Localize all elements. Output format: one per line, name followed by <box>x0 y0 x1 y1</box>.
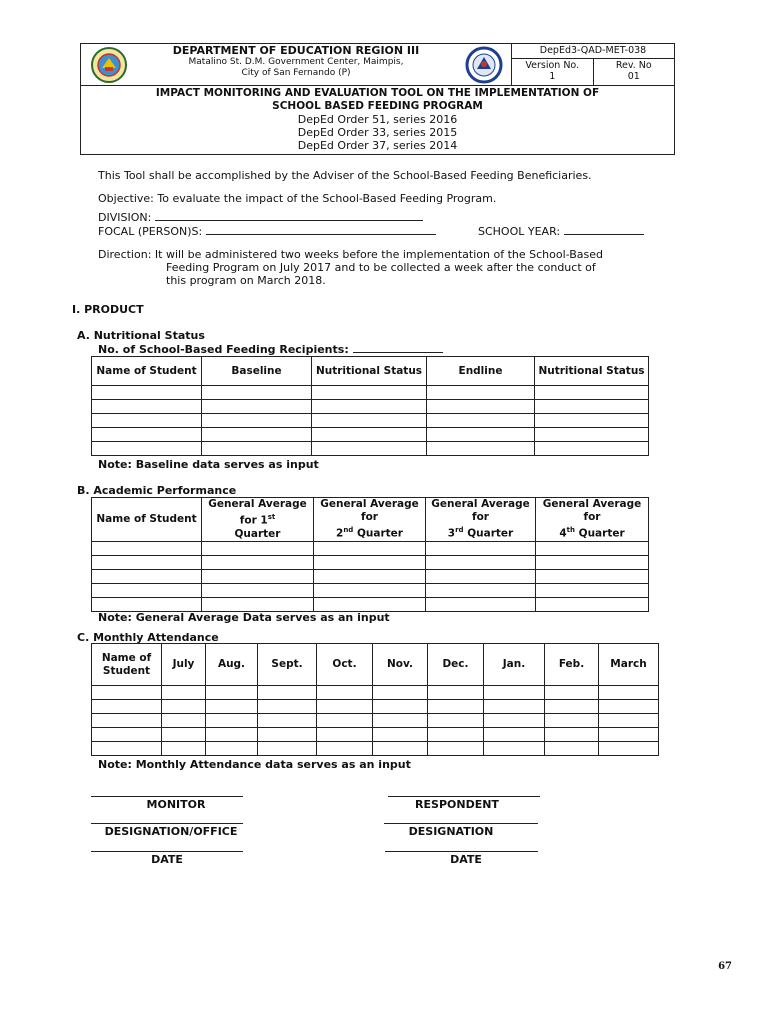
col-header-nutritional-status: Nutritional Status <box>535 357 649 386</box>
col-header-q4: General Average for 4th Quarter <box>536 498 649 542</box>
col-header-nutritional-status: Nutritional Status <box>312 357 427 386</box>
table-row <box>92 700 659 714</box>
version-value: 1 <box>549 71 556 82</box>
designation-office-label: DESIGNATION/OFFICE <box>104 825 238 838</box>
table-row <box>92 714 659 728</box>
intro-text: This Tool shall be accomplished by the Adviser of the School-Based Feeding Beneficiaries. <box>98 169 592 182</box>
region-seal-logo <box>81 44 136 85</box>
table-row <box>92 686 659 700</box>
col-header-q2: General Average for 2nd Quarter <box>314 498 426 542</box>
date-label-left: DATE <box>151 853 183 866</box>
col-header-dec: Dec. <box>428 644 484 686</box>
designation-office-line[interactable] <box>91 823 243 824</box>
direction-line-1: Direction: It will be administered two weeks before the implementation of the School-Based <box>98 248 603 261</box>
title-line-1: IMPACT MONITORING AND EVALUATION TOOL ON THE IMPLEMENTATION OF <box>155 87 600 99</box>
deped-order-1: DepEd Order 51, series 2016 <box>297 113 458 126</box>
revision-label: Rev. No <box>615 60 652 71</box>
recipients-row <box>98 343 443 356</box>
col-header-name: Name of Student <box>92 644 162 686</box>
col-header-name: Name of Student <box>92 498 202 542</box>
deped-order-3: DepEd Order 37, series 2014 <box>297 139 458 152</box>
col-header-aug: Aug. <box>206 644 258 686</box>
date-line-right[interactable] <box>385 851 538 852</box>
nutrition-note: Note: Baseline data serves as input <box>98 458 319 471</box>
recipients-label: No. of School-Based Feeding Recipients: <box>98 343 349 356</box>
attendance-note: Note: Monthly Attendance data serves as an input <box>98 758 411 771</box>
monitor-label: MONITOR <box>146 798 206 811</box>
date-label-right: DATE <box>450 853 482 866</box>
version-label: Version No. <box>525 60 580 71</box>
table-row <box>92 569 649 583</box>
department-name: DEPARTMENT OF EDUCATION REGION III <box>172 44 420 57</box>
col-header-march: March <box>599 644 659 686</box>
respondent-signature-line[interactable] <box>388 796 540 797</box>
table-row <box>92 428 649 442</box>
academic-table <box>91 497 649 612</box>
attendance-heading: C. Monthly Attendance <box>77 631 219 644</box>
col-header-oct: Oct. <box>317 644 373 686</box>
respondent-label: RESPONDENT <box>415 798 499 811</box>
recipients-field[interactable] <box>353 343 443 353</box>
table-row <box>92 555 649 569</box>
focal-label: FOCAL (PERSON)S: <box>98 225 203 238</box>
table-row <box>92 400 649 414</box>
col-header-q1: General Average for 1st Quarter <box>202 498 314 542</box>
section-product-heading: I. PRODUCT <box>72 303 144 316</box>
address-line-2: City of San Fernando (P) <box>241 68 351 78</box>
nutrition-heading: A. Nutritional Status <box>77 329 205 342</box>
school-year-label: SCHOOL YEAR: <box>478 225 561 238</box>
date-line-left[interactable] <box>91 851 243 852</box>
division-row <box>98 211 423 224</box>
revision-value: 01 <box>627 71 640 82</box>
col-header-q3: General Average for 3rd Quarter <box>426 498 536 542</box>
col-header-baseline: Baseline <box>202 357 312 386</box>
title-line-2: SCHOOL BASED FEEDING PROGRAM <box>272 100 483 112</box>
document-code: DepEd3-QAD-MET-038 <box>512 44 674 59</box>
attendance-table <box>91 643 659 756</box>
designation-label: DESIGNATION <box>408 825 494 838</box>
direction-line-3: this program on March 2018. <box>166 274 326 287</box>
revision-cell <box>594 59 675 85</box>
focal-row <box>98 225 436 238</box>
document-header <box>80 43 675 155</box>
deped-seal-logo <box>456 44 511 85</box>
col-header-nov: Nov. <box>373 644 428 686</box>
table-row <box>92 597 649 611</box>
version-cell <box>512 59 594 85</box>
focal-field[interactable] <box>206 225 436 235</box>
address-line-1: Matalino St. D.M. Government Center, Maimpis, <box>188 57 404 67</box>
table-row <box>92 742 659 756</box>
deped-order-2: DepEd Order 33, series 2015 <box>297 126 458 139</box>
col-header-july: July <box>162 644 206 686</box>
col-header-feb: Feb. <box>545 644 599 686</box>
monitor-signature-line[interactable] <box>91 796 243 797</box>
nutrition-table <box>91 356 649 456</box>
col-header-jan: Jan. <box>484 644 545 686</box>
designation-line[interactable] <box>384 823 538 824</box>
col-header-name: Name of Student <box>92 357 202 386</box>
table-row <box>92 728 659 742</box>
division-label: DIVISION: <box>98 211 152 224</box>
col-header-sept: Sept. <box>258 644 317 686</box>
direction-line-2: Feeding Program on July 2017 and to be collected a week after the conduct of <box>166 261 596 274</box>
school-year-field[interactable] <box>564 225 644 235</box>
objective-text: Objective: To evaluate the impact of the School-Based Feeding Program. <box>98 192 497 205</box>
academic-heading: B. Academic Performance <box>77 484 237 497</box>
col-header-endline: Endline <box>427 357 535 386</box>
school-year-row <box>478 225 644 238</box>
academic-note: Note: General Average Data serves as an input <box>98 611 390 624</box>
division-field[interactable] <box>155 211 423 221</box>
table-row <box>92 442 649 456</box>
table-row <box>92 414 649 428</box>
page-number: 67 <box>718 961 732 972</box>
table-row <box>92 386 649 400</box>
table-row <box>92 541 649 555</box>
table-row <box>92 583 649 597</box>
